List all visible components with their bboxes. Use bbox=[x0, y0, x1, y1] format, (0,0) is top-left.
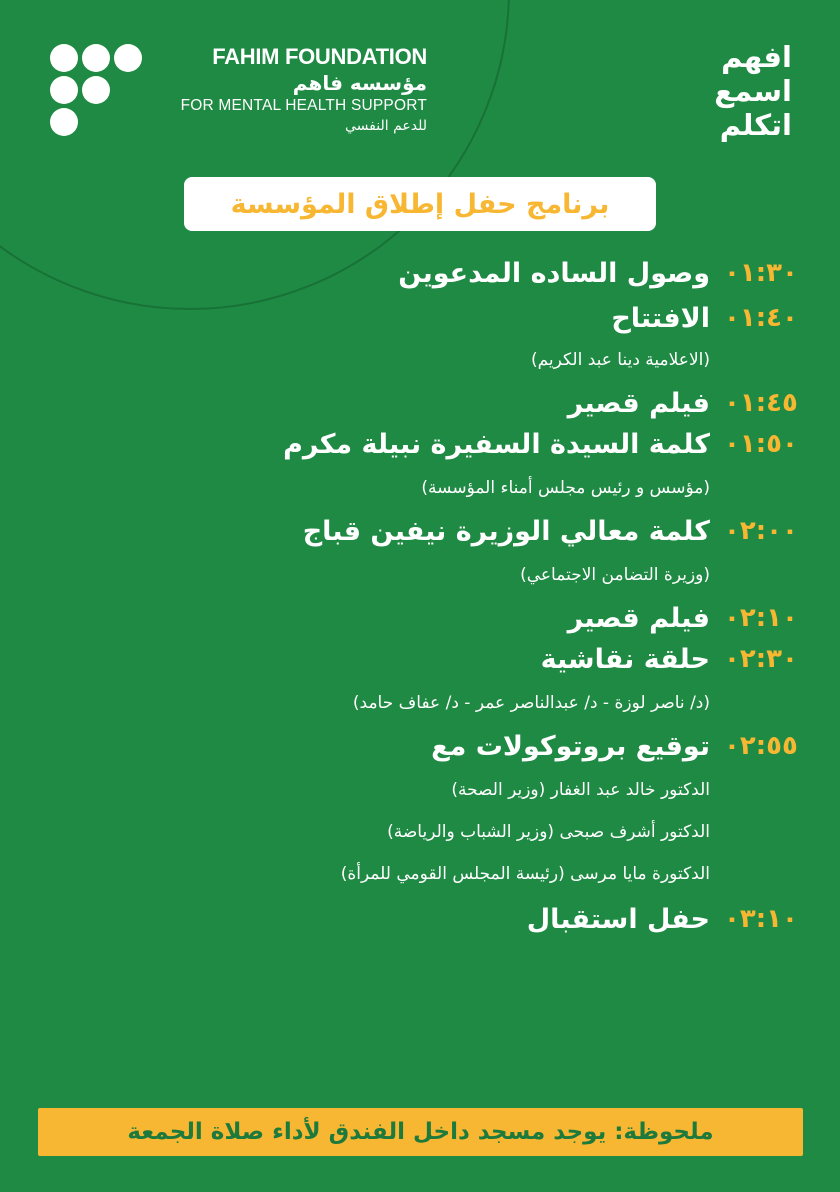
schedule-time: ٠١:٥٠ bbox=[724, 429, 798, 459]
foundation-logo-icon bbox=[50, 44, 142, 136]
schedule-list bbox=[110, 250, 798, 935]
schedule-item bbox=[110, 258, 798, 289]
schedule-time: ٠١:٣٠ bbox=[724, 258, 798, 288]
schedule-detail bbox=[110, 822, 710, 842]
schedule-text: الافتتاح bbox=[611, 303, 710, 334]
note-banner bbox=[38, 1108, 803, 1156]
schedule-time: ٠٢:٠٠ bbox=[724, 516, 798, 546]
program-title-text: برنامج حفل إطلاق المؤسسة bbox=[230, 188, 610, 220]
schedule-detail bbox=[110, 565, 710, 585]
schedule-item bbox=[110, 516, 798, 547]
note-text: ملحوظة: يوجد مسجد داخل الفندق لأداء صلاة الجمعة bbox=[127, 1119, 714, 1145]
schedule-detail-text: (مؤسس و رئيس مجلس أمناء المؤسسة) bbox=[421, 478, 710, 498]
schedule-detail-text: (وزيرة التضامن الاجتماعي) bbox=[520, 565, 710, 585]
schedule-text: حفل استقبال bbox=[526, 904, 710, 935]
schedule-detail-text: الدكتور خالد عبد الغفار (وزير الصحة) bbox=[451, 780, 710, 800]
brand-block bbox=[155, 44, 427, 136]
schedule-item bbox=[110, 603, 798, 634]
schedule-detail bbox=[110, 864, 710, 884]
slogan bbox=[714, 40, 792, 142]
schedule-item bbox=[110, 904, 798, 935]
brand-tagline-ar: للدعم النفسي bbox=[345, 118, 427, 134]
schedule-time: ٠١:٤٥ bbox=[724, 388, 798, 418]
brand-name-en: FAHIM FOUNDATION bbox=[212, 44, 427, 69]
brand-tagline-en: FOR MENTAL HEALTH SUPPORT bbox=[180, 97, 427, 114]
schedule-detail-text: الدكتورة مايا مرسى (رئيسة المجلس القومي للمرأة) bbox=[340, 864, 710, 884]
schedule-text: كلمة السيدة السفيرة نبيلة مكرم bbox=[283, 429, 710, 460]
schedule-time: ٠٢:٣٠ bbox=[724, 644, 798, 674]
schedule-text: فيلم قصير bbox=[567, 388, 710, 419]
program-title bbox=[184, 177, 656, 231]
schedule-time: ٠٢:٥٥ bbox=[724, 731, 798, 761]
schedule-item bbox=[110, 388, 798, 419]
schedule-item bbox=[110, 731, 798, 762]
brand-name-ar: مؤسسه فاهم bbox=[292, 71, 427, 95]
schedule-detail bbox=[110, 780, 710, 800]
schedule-item bbox=[110, 644, 798, 675]
schedule-text: توقيع بروتوكولات مع bbox=[431, 731, 710, 762]
schedule-time: ٠٣:١٠ bbox=[724, 904, 798, 934]
schedule-detail bbox=[110, 478, 710, 498]
schedule-detail bbox=[110, 693, 710, 713]
schedule-detail-text: الدكتور أشرف صبحى (وزير الشباب والرياضة) bbox=[387, 822, 710, 842]
slogan-line: اسمع bbox=[714, 74, 792, 108]
schedule-detail-text: (د/ ناصر لوزة - د/ عبدالناصر عمر - د/ عفاف حامد) bbox=[352, 693, 710, 713]
schedule-time: ٠٢:١٠ bbox=[724, 603, 798, 633]
slogan-line: افهم bbox=[721, 40, 792, 74]
slogan-line: اتكلم bbox=[719, 108, 792, 142]
schedule-detail-text: (الاعلامية دينا عبد الكريم) bbox=[530, 350, 710, 370]
schedule-text: فيلم قصير bbox=[567, 603, 710, 634]
schedule-text: كلمة معالي الوزيرة نيفين قباج bbox=[302, 516, 710, 547]
schedule-text: حلقة نقاشية bbox=[540, 644, 710, 675]
schedule-text: وصول الساده المدعوين bbox=[398, 258, 710, 289]
schedule-time: ٠١:٤٠ bbox=[724, 303, 798, 333]
schedule-detail bbox=[110, 350, 710, 370]
schedule-item bbox=[110, 429, 798, 460]
schedule-item bbox=[110, 303, 798, 334]
